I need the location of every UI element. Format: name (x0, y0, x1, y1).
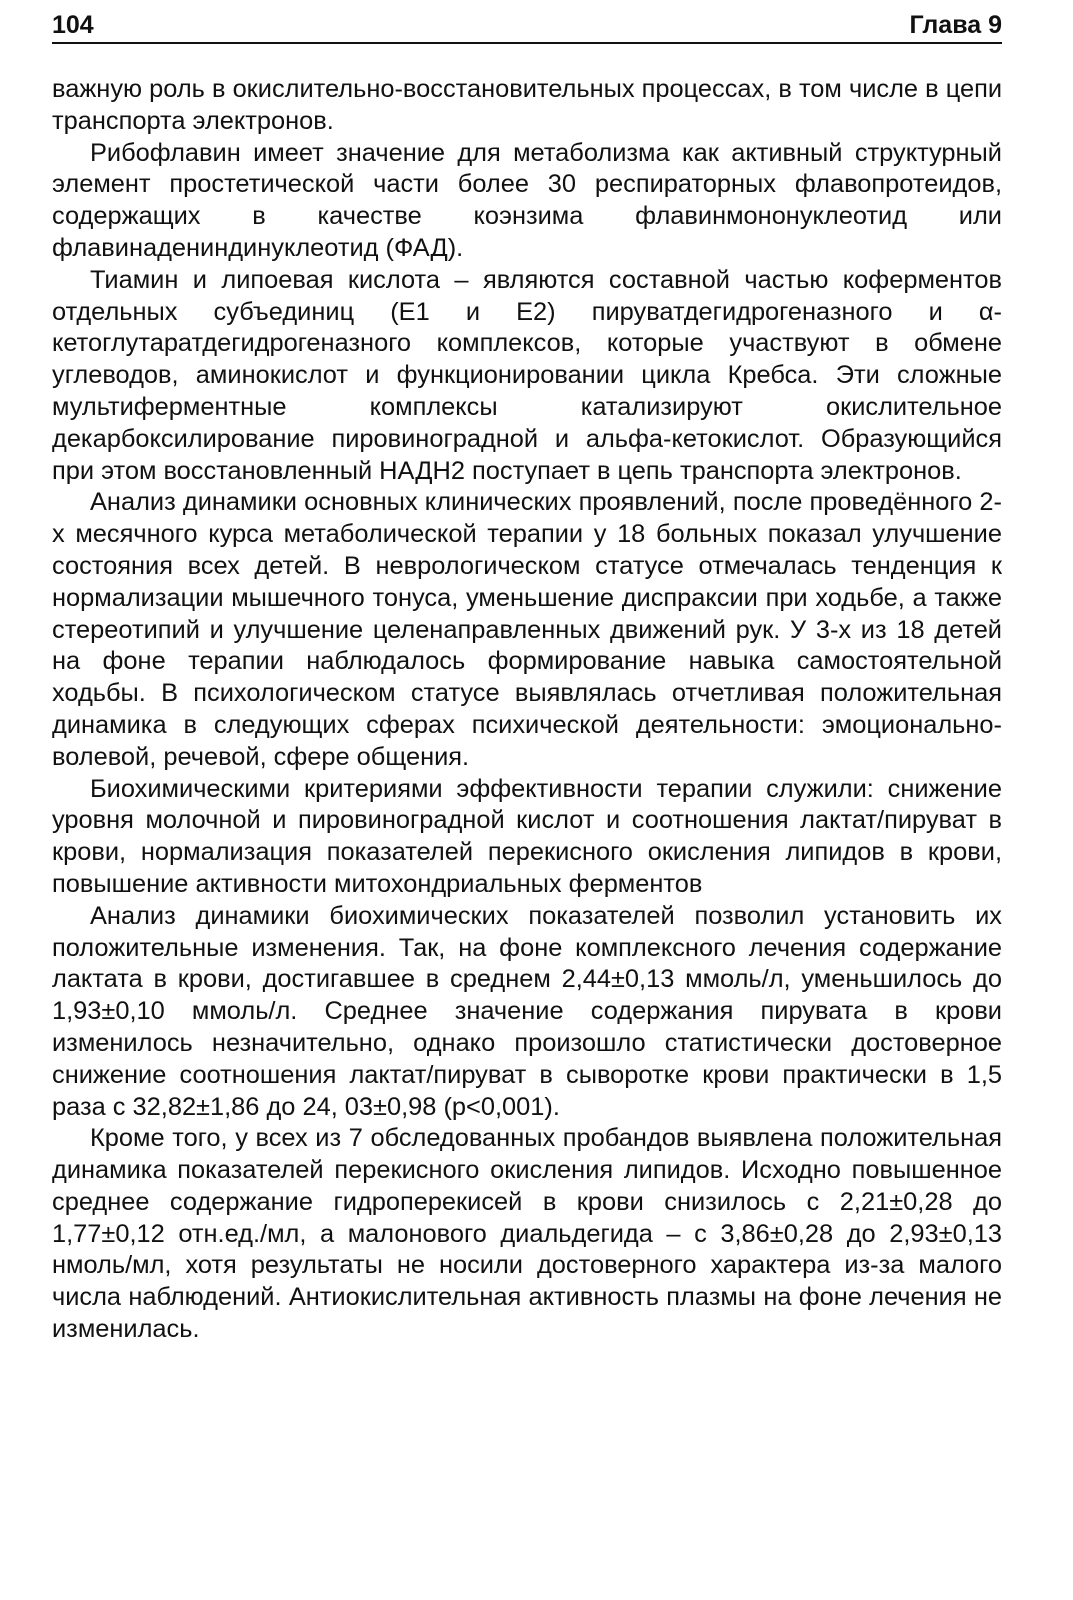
chapter-title: Глава 9 (909, 11, 1002, 39)
paragraph-thiamine: Тиамин и липоевая кислота – являются составной частью коферментов отдельных субъединиц (Е1 и Е2) пируватдегидрогеназного и α- кетоглутаратдегидрогеназного комплексов, которые участвуют в обмене углеводов, аминокислот и функционировании цикла Кребса. Эти сложные мультиферментные комплексы катализируют окислительное декарбоксилирование пировиноградной и альфа-кетокислот. Образующийся при этом восстановленный НАДН2 поступает в цепь транспорта электронов. (52, 265, 1002, 485)
paragraph-biochemical-analysis: Анализ динамики биохимических показателей позволил установить их положительные изменения. Так, на фоне комплексного лечения содержание лактата в крови, достигавшее в среднем 2,44±0,13 ммоль/л, уменьшилось до 1,93±0,10 ммоль/л. Среднее значение содержания пирувата в крови изменилось незначительно, однако произошло статистически достоверное снижение соотношения лактат/пируват в сыворотке крови практически в 1,5 раза с 32,82±1,86 до 24, 03±0,98 (р<0,001). (52, 901, 1002, 1121)
paragraph-lipid-peroxidation: Кроме того, у всех из 7 обследованных пробандов выявлена положительная динамика показателей перекисного окисления липидов. Исходно повышенное среднее содержание гидроперекисей в крови снизилось с 2,21±0,28 до 1,77±0,12 отн.ед./мл, а малонового диальдегида – с 3,86±0,28 до 2,93±0,13 нмоль/мл, хотя результаты не носили достоверного характера из-за малого числа наблюдений. Антиокислительная активность плазмы на фоне лечения не изменилась. (52, 1124, 1002, 1344)
body-text (52, 74, 1002, 1346)
paragraph-clinical-analysis: Анализ динамики основных клинических проявлений, после проведённого 2-х месячного курса метаболической терапии у 18 больных показал улучшение состояния всех детей. В неврологическом статусе отмечалась тенденция к нормализации мышечного тонуса, уменьшение диспраксии при ходьбе, а также стереотипий и улучшение целенаправленных движений рук. У 3-х из 18 детей на фоне терапии наблюдалось формирование навыка самостоятельной ходьбы. В психологическом статусе выявлялась отчетливая положительная динамика в следующих сферах психической деятельности: эмоционально- волевой, речевой, сфере общения. (52, 488, 1002, 771)
running-header (52, 8, 1002, 44)
book-page (52, 8, 1002, 1588)
paragraph-riboflavin: Рибофлавин имеет значение для метаболизма как активный структурный элемент простетической части более 30 респираторных флавопротеидов, содержащих в качестве коэнзима флавинмононуклеотид или флавинадениндинуклеотид (ФАД). (52, 138, 1002, 262)
paragraph-continuation: важную роль в окислительно-восстановительных процессах, в том числе в цепи транспорта электронов. (52, 75, 1002, 135)
paragraph-biochemical-criteria: Биохимическими критериями эффективности терапии служили: снижение уровня молочной и пировиноградной кислот и соотношения лактат/пируват в крови, нормализация показателей перекисного окисления липидов в крови, повышение активности митохондриальных ферментов (52, 774, 1002, 898)
page-number: 104 (52, 11, 94, 39)
